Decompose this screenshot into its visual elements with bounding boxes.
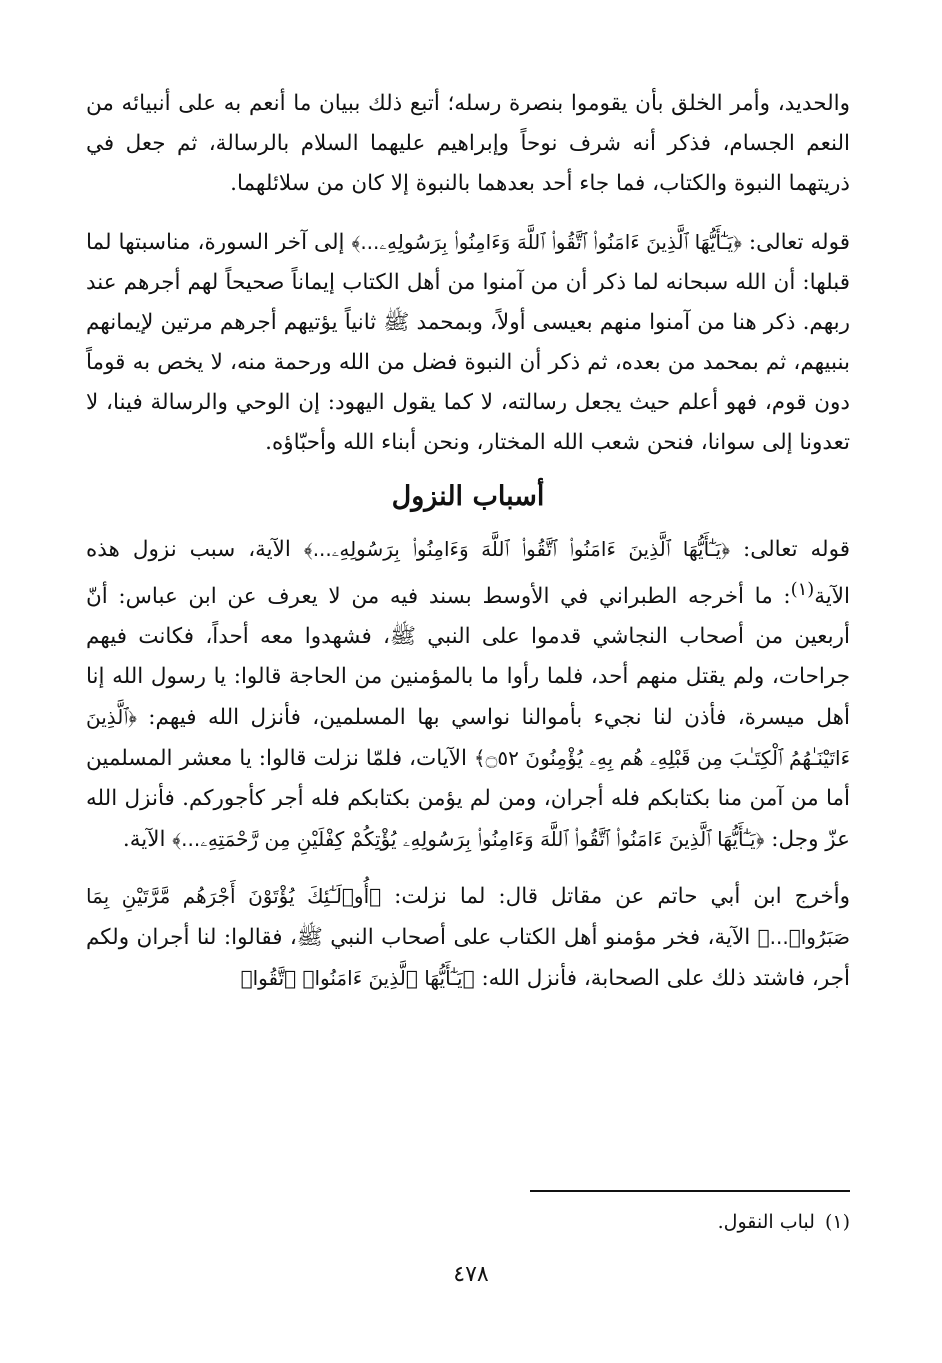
paragraph-4 bbox=[86, 876, 850, 999]
quran-verse: ﴿يَـٰٓأَيُّهَا ٱلَّذِينَ ءَامَنُوا۟ ٱتَّقُوا۟ ٱللَّهَ وَءَامِنُوا۟ بِرَسُولِهِۦ يُؤْتِكُمْ كِفْلَيْنِ مِن رَّحْمَتِهِۦ...﴾ bbox=[172, 827, 765, 852]
footnote-text: لباب النقول. bbox=[717, 1211, 815, 1233]
paragraph-3-text: الآيات، فلمّا نزلت قالوا: يا معشر المسلمين أما من آمن منا بكتابكم فله أجران، ومن لم يؤمن بكتابكم فله أجر كأجوركم. فأنزل الله عزّ وجل: bbox=[86, 746, 850, 853]
paragraph-3-text: : ما أخرجه الطبراني في الأوسط بسند فيه من لا يعرف عن ابن عباس: أنّ أربعين من أصحاب النجاشي قدموا على النبي ﷺ، فشهدوا معه أحداً، فكانت فيهم جراحات، ولم يقتل منهم أحد، فلما رأوا ما بالمؤمنين من الحاجة قالوا: يا رسول الله إنا أهل ميسرة، فأذن لنا نجيء بأموالنا نواسي بها المسلمين، فأنزل الله فيهم: bbox=[86, 584, 850, 731]
quran-verse: ﴿يَـٰٓأَيُّهَا ٱلَّذِينَ ءَامَنُوا۟ ٱتَّقُوا۟ bbox=[240, 966, 475, 991]
section-heading: أسباب النزول bbox=[391, 481, 545, 512]
paragraph-1: والحديد، وأمر الخلق بأن يقوموا بنصرة رسله؛ أتبع ذلك ببيان ما أنعم به على أنبيائه من النعم الجسام، فذكر أنه شرف نوحاً وإبراهيم عليهما السلام بالرسالة، ثم جعل في ذريتهما النبوة والكتاب، فما جاء أحد بعدهما بالنبوة إلا كان من سلائلهما. bbox=[86, 91, 850, 196]
footnote-reference[interactable]: (١) bbox=[790, 579, 815, 600]
footnote-number: (١) bbox=[824, 1211, 850, 1233]
paragraph-3-text: الآية. bbox=[122, 827, 173, 853]
quran-verse: ﴿ٱلَّذِينَ ءَاتَيْنَـٰهُمُ ٱلْكِتَـٰبَ مِن قَبْلِهِۦ هُم بِهِۦ يُؤْمِنُونَ ۝٥٢﴾ bbox=[86, 705, 850, 771]
quran-verse: ﴿أُو۟لَـٰٓئِكَ يُؤْتَوْنَ أَجْرَهُم مَّرَّتَيْنِ بِمَا صَبَرُوا۟...﴾ bbox=[86, 884, 850, 950]
paragraph-3-text: الآية، سبب نزول هذه الآية bbox=[86, 537, 850, 610]
paragraph-4-text: الآية، فخر مؤمنو أهل الكتاب على أصحاب النبي ﷺ، فقالوا: لنا أجران ولكم أجر، فاشتد ذلك على الصحابة، فأنزل الله: bbox=[86, 925, 850, 992]
paragraph-2 bbox=[86, 222, 850, 463]
footnote bbox=[718, 1207, 850, 1237]
page-number: ٤٧٨ bbox=[453, 1262, 489, 1287]
paragraph-3-intro: قوله تعالى: bbox=[730, 537, 850, 562]
page-body bbox=[86, 84, 850, 999]
quran-verse: ﴿يَـٰٓأَيُّهَا ٱلَّذِينَ ءَامَنُوا۟ ٱتَّقُوا۟ ٱللَّهَ وَءَامِنُوا۟ بِرَسُولِهِۦ...﴾ bbox=[351, 230, 742, 254]
paragraph-2-text: إلى آخر السورة، مناسبتها لما قبلها: أن الله سبحانه لما ذكر أن من آمنوا من أهل الكتاب إيماناً صحيحاً لهم أجرهم عند ربهم. ذكر هنا من آمنوا منهم بعيسى أولاً، وبمحمد ﷺ ثانياً يؤتيهم أجرهم مرتين لإيمانهم بنبيهم، ثم بمحمد من بعده، ثم ذكر أن النبوة فضل من الله ورحمة منه، لا يخص به قوماً دون قوم، فهو أعلم حيث يجعل رسالته، لا كما يقول اليهود: إن الوحي والرسالة فينا، لا تعدونا إلى سوانا، فنحن شعب الله المختار، ونحن أبناء الله وأحبّاؤه. bbox=[86, 230, 850, 455]
paragraph-2-intro: قوله تعالى: bbox=[741, 230, 850, 255]
footnote-divider bbox=[530, 1190, 850, 1192]
quran-verse: ﴿يَـٰٓأَيُّهَا ٱلَّذِينَ ءَامَنُوا۟ ٱتَّقُوا۟ ٱللَّهَ وَءَامِنُوا۟ بِرَسُولِهِۦ...﴾ bbox=[303, 537, 731, 561]
paragraph-3 bbox=[86, 529, 850, 860]
paragraph-4-intro: وأخرج ابن أبي حاتم عن مقاتل قال: لما نزلت: bbox=[381, 884, 850, 910]
